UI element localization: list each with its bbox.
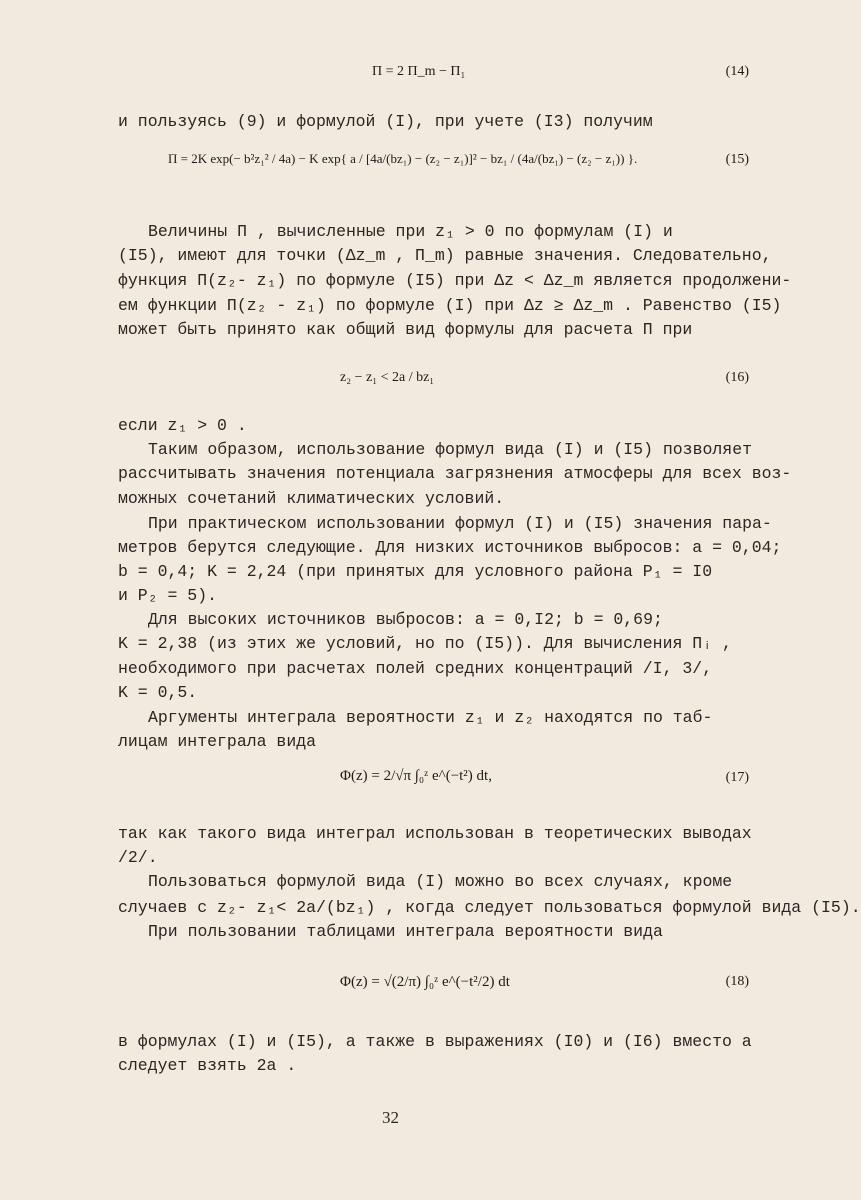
text-line: лицам интеграла вида — [118, 732, 317, 751]
text-line: следует взять 2a . — [118, 1056, 297, 1075]
equation-number-18: (18) — [725, 974, 749, 989]
text-line: метров берутся следующие. Для низких источников выбросов: a = 0,04; — [118, 538, 782, 557]
equation-number-14: (14) — [725, 64, 749, 79]
page-number: 32 — [382, 1108, 399, 1127]
text-line: если z₁ > 0 . — [118, 416, 247, 435]
text-line: Величины П , вычисленные при z₁ > 0 по формулам (I) и — [148, 222, 673, 241]
equation-number-16: (16) — [725, 370, 749, 385]
text-line: При пользовании таблицами интеграла вероятности вида — [148, 922, 663, 941]
text-line: рассчитывать значения потенциала загрязнения атмосферы для всех воз- — [118, 464, 792, 483]
text-line: и пользуясь (9) и формулой (I), при учете (I3) получим — [118, 112, 653, 131]
text-line: b = 0,4; K = 2,24 (при принятых для условного района P₁ = I0 — [118, 562, 713, 581]
text-line: Аргументы интеграла вероятности z₁ и z₂ находятся по таб- — [148, 708, 713, 727]
equation-15: П = 2K exp(− b²z₁² / 4a) − K exp{ a / [4a/(bz₁) − (z₂ − z₁)]² − bz₁ / (4a/(bz₁) − (z₂ − z₁)) }. — [168, 151, 638, 166]
text-line: в формулах (I) и (I5), а также в выражениях (I0) и (I6) вместо a — [118, 1032, 752, 1051]
text-line: Таким образом, использование формул вида (I) и (I5) позволяет — [148, 440, 752, 459]
text-line: Для высоких источников выбросов: a = 0,I2; b = 0,69; — [148, 610, 663, 629]
text-line: случаев с z₂- z₁< 2a/(bz₁) , когда следует пользоваться формулой вида (I5). — [118, 898, 861, 917]
text-line: так как такого вида интеграл использован в теоретических выводах — [118, 824, 752, 843]
equation-14: П = 2 П_m − П₁ — [372, 64, 466, 79]
equation-18: Φ(z) = √(2/π) ∫₀ᶻ e^(−t²/2) dt — [340, 974, 510, 990]
text-line: функция П(z₂- z₁) по формуле (I5) при Δz < Δz_m является продолжени- — [118, 271, 792, 290]
text-line: ем функции П(z₂ - z₁) по формуле (I) при Δz ≥ Δz_m . Равенство (I5) — [118, 296, 782, 315]
equation-number-15: (15) — [725, 152, 749, 167]
text-line: Пользоваться формулой вида (I) можно во всех случаях, кроме — [148, 872, 733, 891]
text-line: K = 0,5. — [118, 683, 198, 702]
text-line: может быть принято как общий вид формулы для расчета П при — [118, 320, 693, 339]
equation-17: Φ(z) = 2/√π ∫₀ᶻ e^(−t²) dt, — [340, 768, 492, 784]
equation-16: z₂ − z₁ < 2a / bz₁ — [340, 370, 435, 385]
text-line: /2/. — [118, 848, 158, 867]
text-line: необходимого при расчетах полей средних концентраций /I, 3/, — [118, 659, 713, 678]
text-line: K = 2,38 (из этих же условий, но по (I5)). Для вычисления Пᵢ , — [118, 634, 732, 653]
text-line: и P₂ = 5). — [118, 586, 218, 605]
text-line: (I5), имеют для точки (Δz_m , П_m) равные значения. Следовательно, — [118, 246, 772, 265]
text-line: При практическом использовании формул (I) и (I5) значения пара- — [148, 514, 772, 533]
equation-number-17: (17) — [725, 770, 749, 785]
text-line: можных сочетаний климатических условий. — [118, 489, 505, 508]
